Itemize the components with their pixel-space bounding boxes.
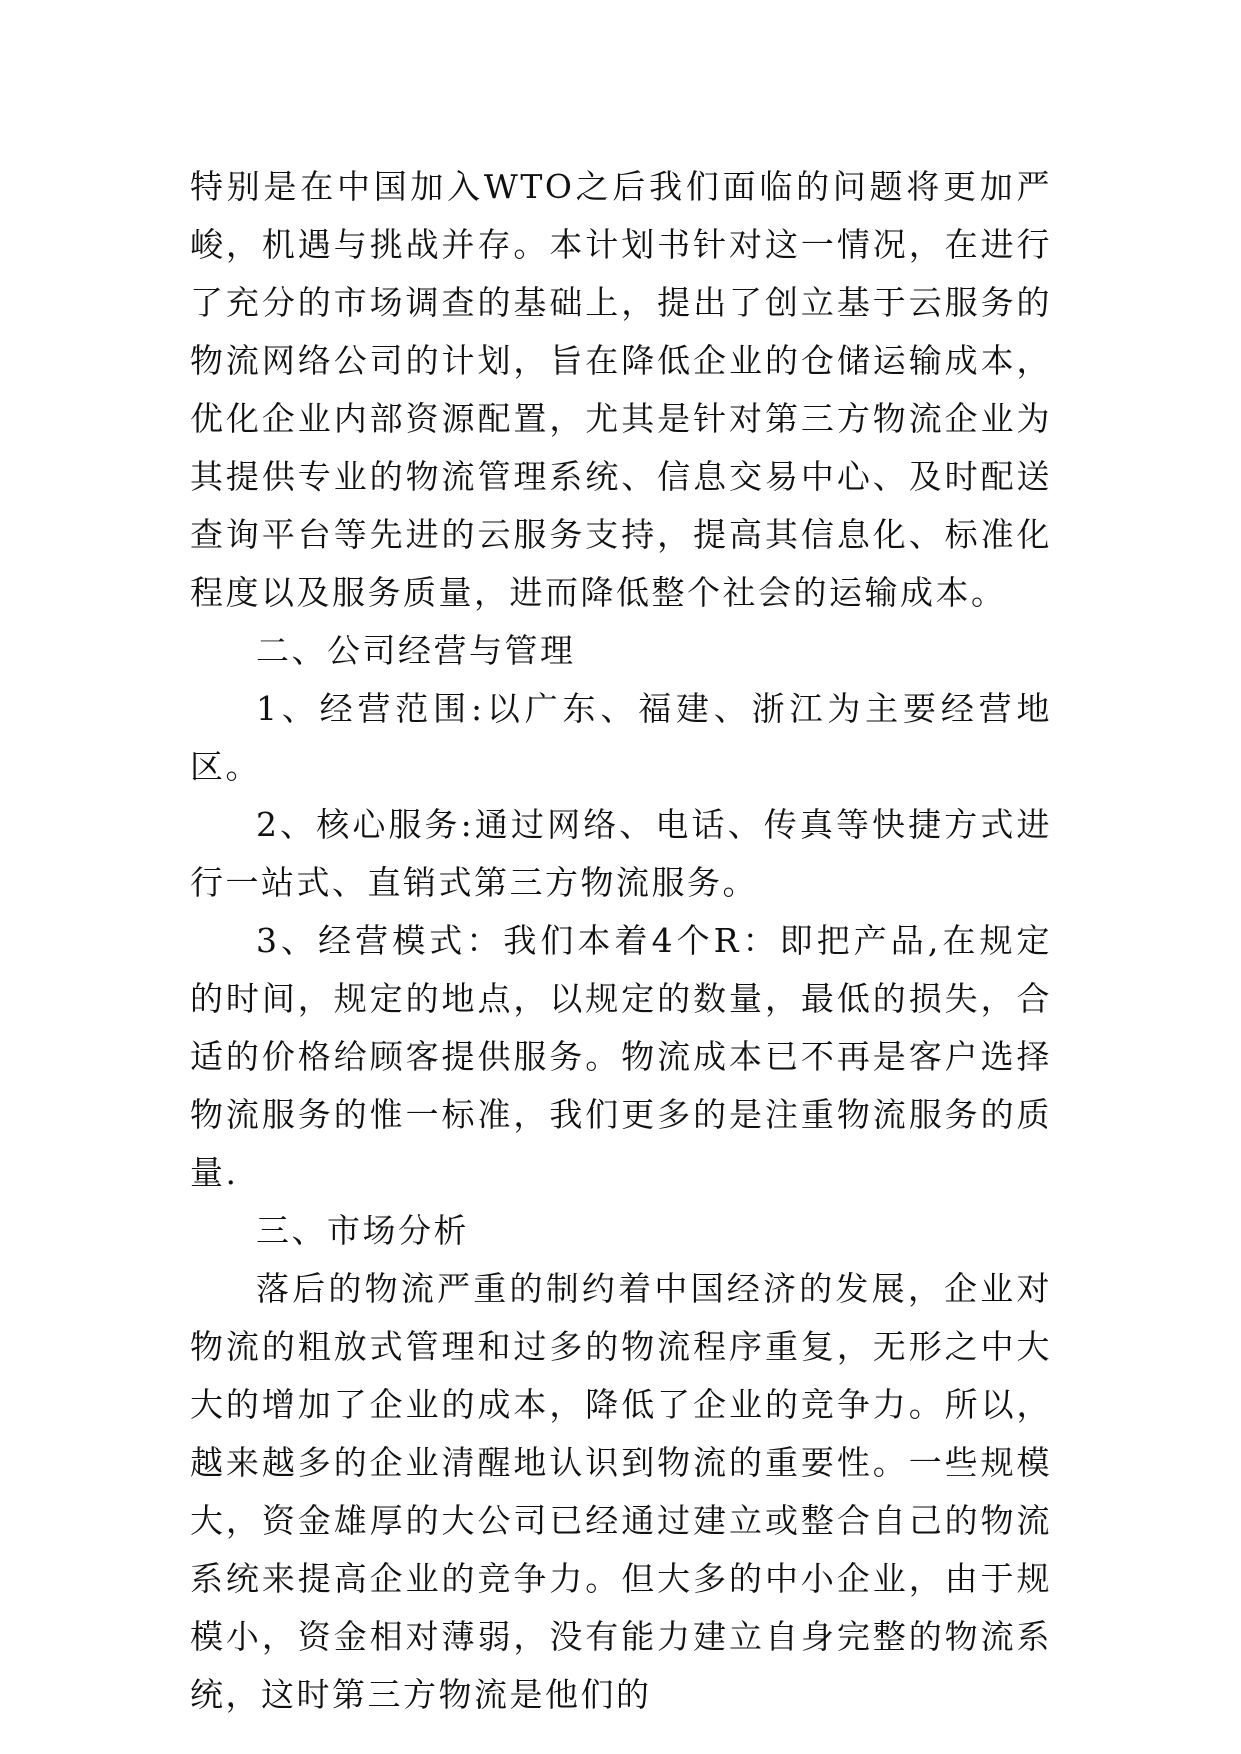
paragraph-core-services: 2、核心服务:通过网络、电话、传真等快捷方式进行一站式、直销式第三方物流服务。 [190, 805, 1052, 902]
document-body [190, 158, 1052, 1724]
section-heading-market-analysis: 三、市场分析 [256, 1211, 469, 1250]
paragraph-intro-continuation: 特别是在中国加入WTO之后我们面临的问题将更加严峻，机遇与挑战并存。本计划书针对这一情况，在进行了充分的市场调查的基础上，提出了创立基于云服务的物流网络公司的计划，旨在降低企业的仓储运输成本，优化企业内部资源配置，尤其是针对第三方物流企业为其提供专业的物流管理系统、信息交易中心、及时配送查询平台等先进的云服务支持，提高其信息化、标准化程度以及服务质量，进而降低整个社会的运输成本。 [190, 167, 1052, 612]
paragraph-business-model: 3、经营模式：我们本着4个R：即把产品,在规定的时间，规定的地点，以规定的数量，最低的损失，合适的价格给顾客提供服务。物流成本已不再是客户选择物流服务的惟一标准，我们更多的是注重物流服务的质量. [190, 921, 1052, 1192]
paragraph-market-analysis: 落后的物流严重的制约着中国经济的发展，企业对物流的粗放式管理和过多的物流程序重复，无形之中大大的增加了企业的成本，降低了企业的竞争力。所以，越来越多的企业清醒地认识到物流的重要性。一些规模大，资金雄厚的大公司已经通过建立或整合自己的物流系统来提高企业的竞争力。但大多的中小企业，由于规模小，资金相对薄弱，没有能力建立自身完整的物流系统，这时第三方物流是他们的 [190, 1269, 1052, 1714]
paragraph-business-scope: 1、经营范围:以广东、福建、浙江为主要经营地区。 [190, 689, 1052, 786]
section-heading-operations: 二、公司经营与管理 [256, 631, 576, 670]
